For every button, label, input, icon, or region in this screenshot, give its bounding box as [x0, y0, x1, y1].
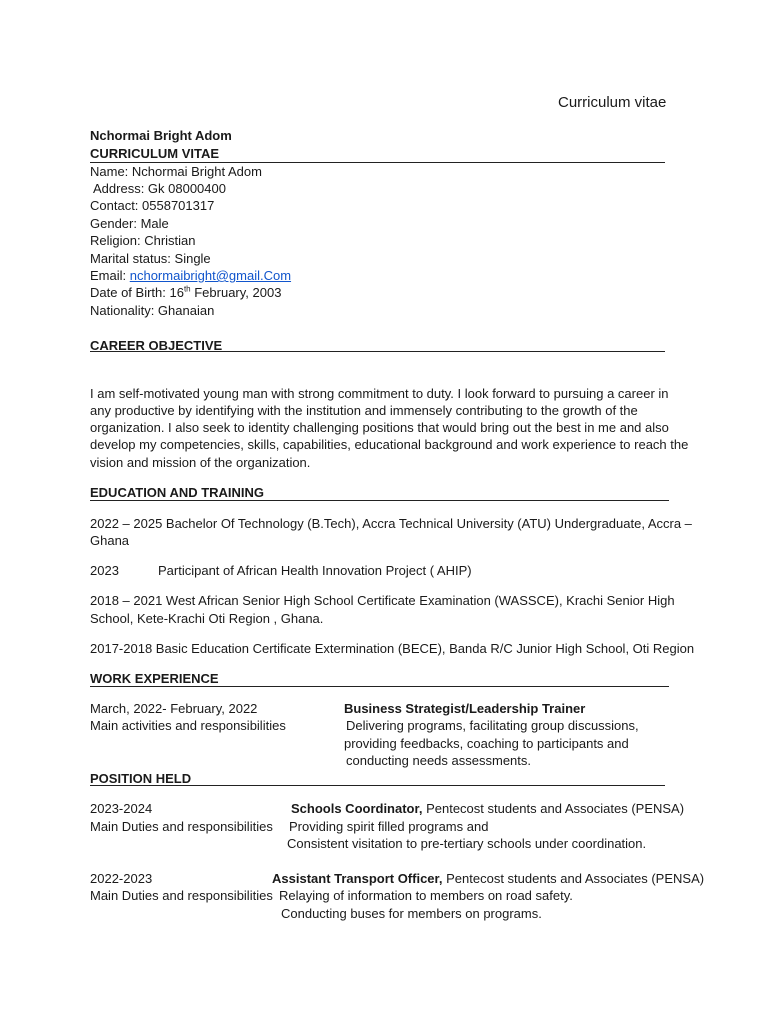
cv-subtitle: CURRICULUM VITAE [90, 146, 220, 161]
position-period: 2022-2023 [90, 871, 153, 886]
personal-contact: Contact: 0558701317 [90, 198, 215, 213]
position-duty: Conducting buses for members on programs. [281, 906, 542, 921]
applicant-name: Nchormai Bright Adom [90, 128, 232, 143]
personal-marital-status: Marital status: Single [90, 251, 211, 266]
personal-religion: Religion: Christian [90, 233, 196, 248]
position-org: Pentecost students and Associates (PENSA) [422, 801, 685, 816]
career-line: I am self-motivated young man with strong commitment to duty. I look forward to pursuing a career in [90, 386, 669, 401]
personal-gender: Gender: Male [90, 216, 169, 231]
divider [90, 785, 665, 786]
position-role: Assistant Transport Officer, [272, 871, 443, 886]
work-duty: providing feedbacks, coaching to participants and [344, 736, 629, 751]
position-title-row [291, 800, 684, 818]
position-held-heading: POSITION HELD [90, 771, 192, 786]
personal-name: Name: Nchormai Bright Adom [90, 164, 262, 179]
education-item-cont: Ghana [90, 533, 130, 548]
education-year: 2023 [90, 563, 119, 578]
education-item: Participant of African Health Innovation Project ( AHIP) [158, 563, 472, 578]
career-line: any productive by identifying with the institution and immensely contributing to the growth of the [90, 403, 638, 418]
email-label: Email: [90, 268, 130, 283]
career-line: organization. I also seek to identity challenging positions that would bring out the best in me and also [90, 420, 669, 435]
divider [90, 351, 665, 352]
position-label: Main Duties and responsibilities [90, 888, 273, 903]
position-period: 2023-2024 [90, 801, 153, 816]
work-duty: Delivering programs, facilitating group discussions, [346, 718, 639, 733]
dob-rest: February, 2003 [190, 285, 282, 300]
divider [90, 686, 669, 687]
work-duty: conducting needs assessments. [346, 753, 531, 768]
education-heading: EDUCATION AND TRAINING [90, 485, 265, 500]
dob-label: Date of Birth: 16 [90, 285, 184, 300]
work-role: Business Strategist/Leadership Trainer [344, 701, 586, 716]
personal-email-row [90, 267, 291, 285]
education-item-cont: School, Kete-Krachi Oti Region , Ghana. [90, 611, 324, 626]
education-item: 2018 – 2021 West African Senior High School Certificate Examination (WASSCE), Krachi Senior High [90, 593, 675, 608]
position-role: Schools Coordinator, [291, 801, 423, 816]
position-org: Pentecost students and Associates (PENSA) [442, 871, 705, 886]
divider [90, 500, 669, 501]
position-label: Main Duties and responsibilities [90, 819, 273, 834]
personal-address: Address: Gk 08000400 [93, 181, 226, 196]
position-duty: Providing spirit filled programs and [289, 819, 489, 834]
dob-suffix: th [183, 284, 191, 294]
personal-nationality: Nationality: Ghanaian [90, 303, 215, 318]
work-experience-heading: WORK EXPERIENCE [90, 671, 219, 686]
personal-dob-row [90, 284, 281, 302]
page-header-title: Curriculum vitae [558, 94, 667, 111]
career-objective-heading: CAREER OBJECTIVE [90, 338, 223, 353]
work-period: March, 2022- February, 2022 [90, 701, 258, 716]
education-item: 2017-2018 Basic Education Certificate Extermination (BECE), Banda R/C Junior High School, Oti Region [90, 641, 695, 656]
work-label: Main activities and responsibilities [90, 718, 286, 733]
position-duty: Consistent visitation to pre-tertiary schools under coordination. [287, 836, 647, 851]
position-duty: Relaying of information to members on road safety. [279, 888, 573, 903]
position-title-row [272, 870, 704, 888]
career-line: develop my competencies, skills, capabilities, educational background and work experience to reach the [90, 437, 689, 452]
career-line: vision and mission of the organization. [90, 455, 311, 470]
email-link[interactable]: nchormaibright@gmail.Com [129, 268, 292, 283]
education-item: 2022 – 2025 Bachelor Of Technology (B.Tech), Accra Technical University (ATU) Undergraduate, Accra – [90, 516, 692, 531]
